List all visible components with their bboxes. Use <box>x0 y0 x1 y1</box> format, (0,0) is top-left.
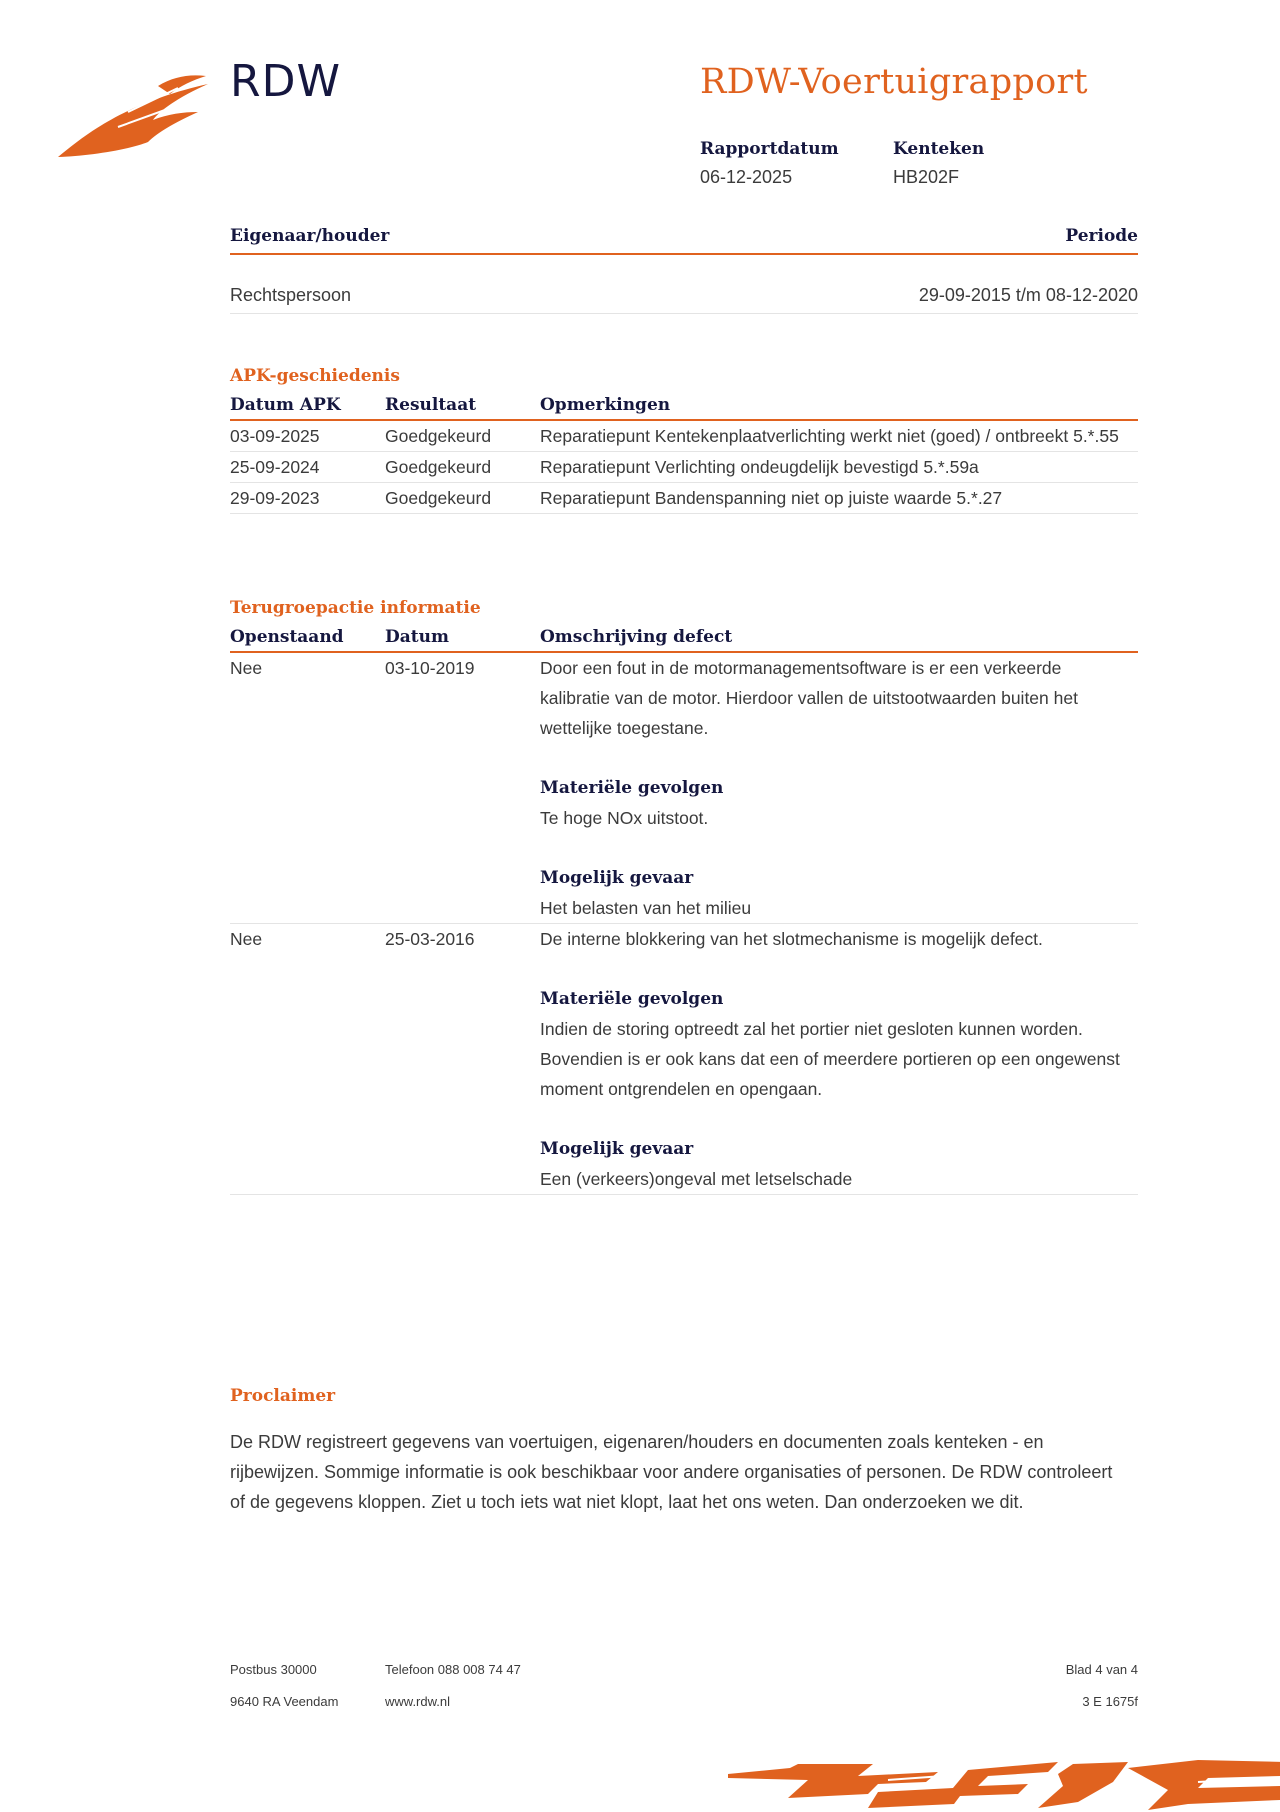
recall-table-header <box>230 626 1138 653</box>
material-consequences-heading: Materiële gevolgen <box>540 778 724 798</box>
plate-block <box>893 139 984 188</box>
table-row <box>230 483 1138 514</box>
table-row <box>230 421 1138 452</box>
footer-page-number: Blad 4 van 4 <box>1065 1662 1138 1677</box>
apk-col-date: Datum APK <box>230 395 341 415</box>
recall-col-description: Omschrijving defect <box>540 627 733 647</box>
recall-table <box>230 626 1138 1195</box>
owner-value: Rechtspersoon <box>230 285 352 305</box>
recall-open: Nee <box>230 929 263 949</box>
plate-label: Kenteken <box>893 139 985 159</box>
brand-name: RDW <box>230 56 341 107</box>
disclaimer-text: De RDW registreert gegevens van voertuigen, eigenaren/houders en documenten zoals kenteken - en rijbewijzen. Sommige informatie is ook beschikbaar voor andere organisaties of personen. De RDW controleert of de gegevens kloppen. Ziet u toch iets wat niet klopt, laat het ons weten. Dan onderzoeken we dit. <box>230 1432 1113 1512</box>
apk-col-result: Resultaat <box>385 395 477 415</box>
owner-column-header: Eigenaar/houder <box>230 226 390 246</box>
report-date-label: Rapportdatum <box>700 139 839 159</box>
apk-col-remarks: Opmerkingen <box>540 395 671 415</box>
footer-website-link[interactable]: www.rdw.nl <box>385 1694 451 1709</box>
report-date-value: 06-12-2025 <box>700 167 793 187</box>
apk-remark: Reparatiepunt Kentekenplaatverlichting werkt niet (goed) / ontbreekt 5.*.55 <box>540 426 1119 446</box>
possible-danger-heading: Mogelijk gevaar <box>540 1139 694 1159</box>
apk-remark: Reparatiepunt Verlichting ondeugdelijk bevestigd 5.*.59a <box>540 457 979 477</box>
recall-details <box>540 653 1138 923</box>
plate-value: HB202F <box>893 167 960 187</box>
apk-section-title: APK-geschiedenis <box>230 366 400 386</box>
recall-date: 25-03-2016 <box>385 929 475 949</box>
recall-section-title: Terugroepactie informatie <box>230 598 481 618</box>
recall-col-open: Openstaand <box>230 627 344 647</box>
possible-danger-heading: Mogelijk gevaar <box>540 868 694 888</box>
decorative-stripes-icon <box>728 1742 1280 1812</box>
apk-date: 25-09-2024 <box>230 457 320 477</box>
footer-city: 9640 RA Veendam <box>230 1694 339 1709</box>
report-title: RDW-Voertuigrapport <box>700 62 1088 102</box>
apk-date: 29-09-2023 <box>230 488 320 508</box>
apk-result: Goedgekeurd <box>385 488 492 508</box>
rdw-logo-icon <box>58 72 208 162</box>
material-consequences: Indien de storing optreedt zal het portier niet gesloten kunnen worden. Bovendien is er ook kans dat een of meerdere portieren op een ongewenst moment ontgrendelen en opengaan. <box>540 1019 1120 1099</box>
apk-result: Goedgekeurd <box>385 426 492 446</box>
recall-col-date: Datum <box>385 627 449 647</box>
period-value: 29-09-2015 t/m 08-12-2020 <box>918 285 1138 305</box>
recall-description: Door een fout in de motormanagementsoftware is er een verkeerde kalibratie van de motor. Hierdoor vallen de uitstootwaarden buiten het wettelijke toegestane. <box>540 658 1078 738</box>
owner-table-header <box>230 226 1138 255</box>
table-row <box>230 653 1138 924</box>
recall-details <box>540 924 1138 1194</box>
footer-phone: Telefoon 088 008 74 47 <box>385 1662 521 1677</box>
possible-danger: Het belasten van het milieu <box>540 898 752 918</box>
footer-document-code: 3 E 1675f <box>1082 1694 1138 1709</box>
table-row <box>230 924 1138 1195</box>
possible-danger: Een (verkeers)ongeval met letselschade <box>540 1169 853 1189</box>
report-date-block <box>700 139 839 188</box>
period-column-header: Periode <box>1065 226 1138 246</box>
material-consequences: Te hoge NOx uitstoot. <box>540 808 709 828</box>
material-consequences-heading: Materiële gevolgen <box>540 989 724 1009</box>
apk-table-header <box>230 394 1138 421</box>
recall-open: Nee <box>230 658 263 678</box>
table-row <box>230 452 1138 483</box>
footer-postbus: Postbus 30000 <box>230 1662 317 1677</box>
apk-remark: Reparatiepunt Bandenspanning niet op juiste waarde 5.*.27 <box>540 488 1003 508</box>
disclaimer-title: Proclaimer <box>230 1386 336 1406</box>
apk-result: Goedgekeurd <box>385 457 492 477</box>
recall-date: 03-10-2019 <box>385 658 475 678</box>
recall-description: De interne blokkering van het slotmechanisme is mogelijk defect. <box>540 929 1043 949</box>
apk-table <box>230 394 1138 514</box>
apk-date: 03-09-2025 <box>230 426 320 446</box>
owner-row <box>230 285 1138 314</box>
